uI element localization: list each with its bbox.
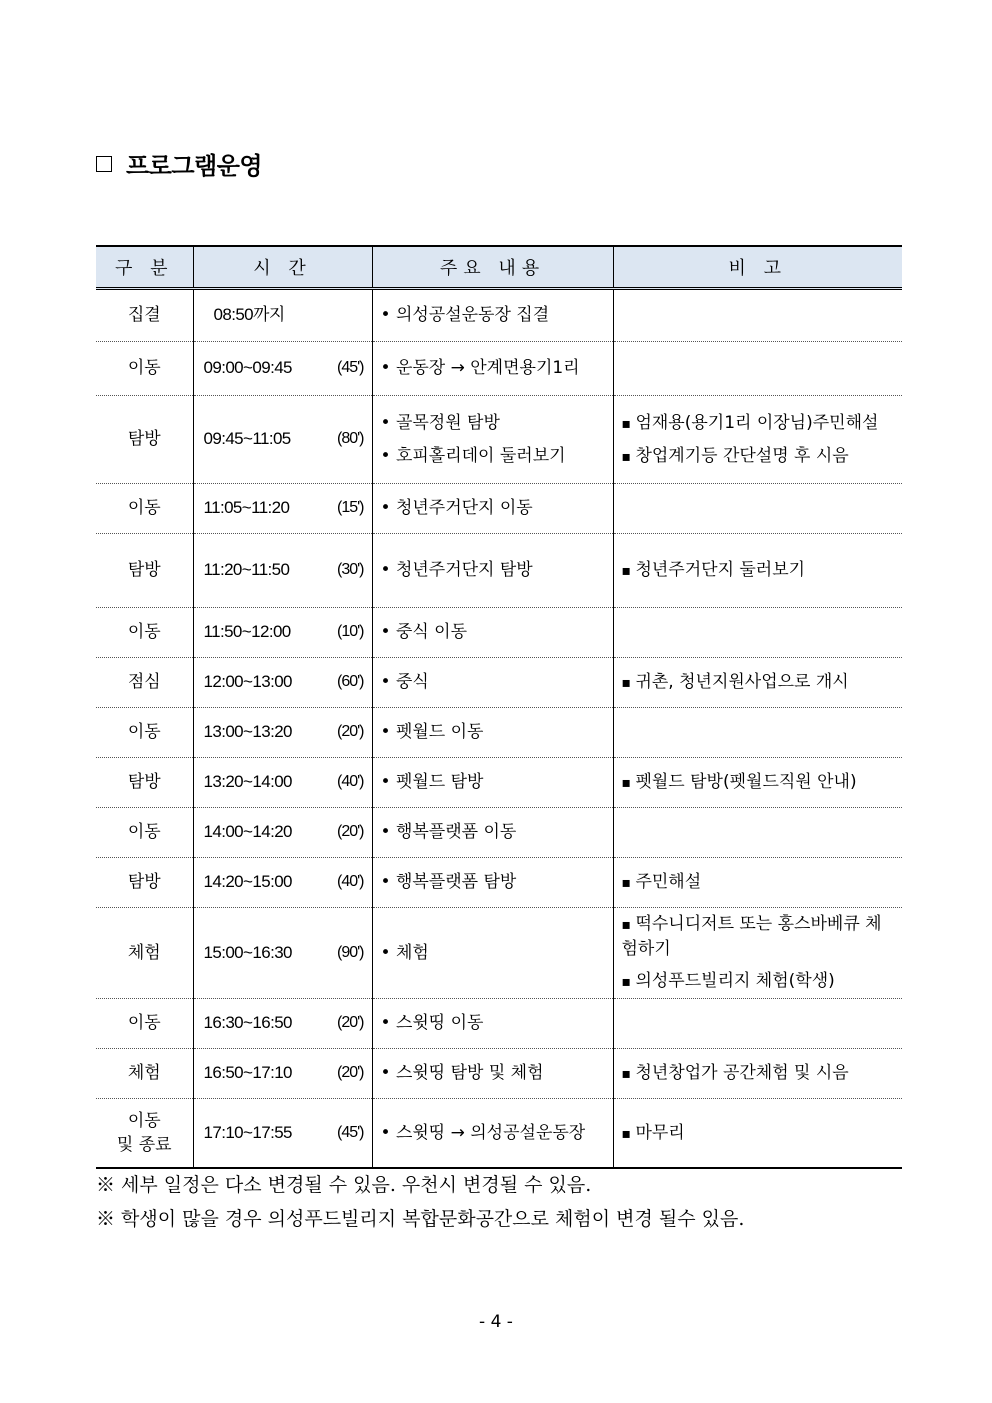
- content-item: • 스윗띵 → 의성공설운동장: [381, 1117, 605, 1150]
- row-content: [372, 484, 613, 534]
- row-time-cell: [193, 534, 372, 608]
- content-item: • 중식: [381, 666, 605, 699]
- time-range: 16:50~17:10: [203, 1063, 292, 1083]
- note-item: ▪ 청년창업가 공간체험 및 시음: [622, 1057, 895, 1090]
- row-time-cell: [193, 484, 372, 534]
- content-item: • 펫월드 탐방: [381, 766, 605, 799]
- content-item: • 의성공설운동장 집결: [381, 299, 605, 332]
- row-time-cell: [193, 998, 372, 1048]
- row-time-cell: [193, 289, 372, 342]
- row-notes: [613, 998, 902, 1048]
- row-time-cell: [193, 758, 372, 808]
- footnote-1: ※ 세부 일정은 다소 변경될 수 있음. 우천시 변경될 수 있음.: [96, 1174, 592, 1196]
- table-row: [96, 342, 902, 396]
- row-content: [372, 758, 613, 808]
- header-content: 주요 내용: [372, 246, 613, 289]
- row-content: [372, 658, 613, 708]
- row-content: [372, 808, 613, 858]
- content-item: • 골목정원 탐방: [381, 407, 605, 440]
- content-item: • 청년주거단지 탐방: [381, 554, 605, 587]
- note-item: ▪ 마무리: [622, 1117, 895, 1150]
- time-range: 13:20~14:00: [203, 772, 292, 792]
- row-time-cell: [193, 858, 372, 908]
- row-category: 이동: [96, 998, 193, 1048]
- time-range: 15:00~16:30: [203, 942, 292, 962]
- row-time: [202, 1061, 364, 1086]
- row-time-cell: [193, 908, 372, 999]
- row-notes: [613, 534, 902, 608]
- note-item: ▪ 청년주거단지 둘러보기: [622, 554, 895, 587]
- table-row: [96, 708, 902, 758]
- time-range: 08:50까지: [213, 305, 285, 325]
- content-item: • 청년주거단지 이동: [381, 492, 605, 525]
- table-row: [96, 658, 902, 708]
- table-row: [96, 1048, 902, 1098]
- row-time-cell: [193, 1098, 372, 1168]
- row-notes: [613, 858, 902, 908]
- row-content: [372, 998, 613, 1048]
- row-notes: [613, 1098, 902, 1168]
- table-header-row: [96, 246, 902, 289]
- table-row: [96, 484, 902, 534]
- table-row: [96, 908, 902, 999]
- header-time: 시 간: [193, 246, 372, 289]
- row-category: 이동: [96, 608, 193, 658]
- time-duration: (90'): [336, 943, 364, 961]
- content-item: • 운동장 → 안계면용기1리: [381, 352, 605, 385]
- time-range: 09:00~09:45: [203, 358, 292, 378]
- row-time-cell: [193, 708, 372, 758]
- table-row: [96, 858, 902, 908]
- row-notes: [613, 1048, 902, 1098]
- row-category: 탐방: [96, 758, 193, 808]
- row-time: [202, 770, 364, 795]
- header-category: 구 분: [96, 246, 193, 289]
- time-range: 11:50~12:00: [203, 622, 291, 642]
- row-content: [372, 608, 613, 658]
- row-category: 이동: [96, 808, 193, 858]
- row-time: [202, 558, 364, 583]
- time-duration: (40'): [336, 773, 364, 791]
- row-content: [372, 534, 613, 608]
- note-item: ▪ 주민해설: [622, 866, 895, 899]
- row-time-cell: [193, 808, 372, 858]
- footnote-2: ※ 학생이 많을 경우 의성푸드빌리지 복합문화공간으로 체험이 변경 될수 있음.: [96, 1208, 745, 1230]
- row-time: [202, 720, 364, 745]
- row-time: [202, 620, 364, 645]
- time-duration: (15'): [336, 499, 364, 517]
- time-duration: (45'): [336, 359, 364, 377]
- row-category: 이동: [96, 484, 193, 534]
- row-content: [372, 289, 613, 342]
- row-content: [372, 708, 613, 758]
- row-content: [372, 1098, 613, 1168]
- table-row: [96, 534, 902, 608]
- row-time-cell: [193, 658, 372, 708]
- row-notes: [613, 608, 902, 658]
- time-range: 17:10~17:55: [203, 1122, 292, 1142]
- time-duration: (20'): [336, 723, 364, 741]
- row-category: 체험: [96, 1048, 193, 1098]
- table-row: [96, 289, 902, 342]
- table-row: [96, 608, 902, 658]
- row-time: [202, 941, 364, 966]
- row-category: 이동 및 종료: [96, 1098, 193, 1168]
- content-item: • 행복플랫폼 이동: [381, 816, 605, 849]
- row-notes: [613, 396, 902, 484]
- program-schedule-table: [96, 245, 902, 1169]
- content-item: • 스윗띵 이동: [381, 1007, 605, 1040]
- time-range: 12:00~13:00: [203, 672, 292, 692]
- content-item: • 스윗띵 탐방 및 체험: [381, 1057, 605, 1090]
- row-content: [372, 858, 613, 908]
- content-item: • 호피홀리데이 둘러보기: [381, 440, 605, 473]
- row-time: [202, 670, 364, 695]
- row-notes: [613, 342, 902, 396]
- row-content: [372, 342, 613, 396]
- row-notes: [613, 658, 902, 708]
- row-time: [202, 303, 364, 328]
- note-item: ▪ 귀촌, 청년지원사업으로 개시: [622, 666, 895, 699]
- row-time: [202, 356, 364, 381]
- time-duration: (30'): [336, 561, 364, 579]
- row-category: 탐방: [96, 534, 193, 608]
- row-time-cell: [193, 608, 372, 658]
- note-item: ▪ 펫월드 탐방(펫월드직원 안내): [622, 766, 895, 799]
- section-title: [96, 146, 262, 181]
- time-duration: (60'): [336, 673, 364, 691]
- section-title-text: 프로그램운영: [126, 152, 263, 180]
- row-notes: [613, 808, 902, 858]
- note-item: ▪ 떡수니디저트 또는 홍스바베큐 체험하기: [622, 908, 895, 965]
- table-row: [96, 396, 902, 484]
- row-content: [372, 1048, 613, 1098]
- content-item: • 체험: [381, 937, 605, 970]
- table-row: [96, 1098, 902, 1168]
- time-duration: (20'): [336, 823, 364, 841]
- row-notes: [613, 484, 902, 534]
- content-item: • 펫월드 이동: [381, 716, 605, 749]
- time-duration: (40'): [336, 873, 364, 891]
- row-notes: [613, 289, 902, 342]
- row-time: [202, 1121, 364, 1146]
- table-row: [96, 758, 902, 808]
- row-notes: [613, 908, 902, 999]
- checkbox-square-icon: [96, 156, 112, 172]
- row-category: 탐방: [96, 858, 193, 908]
- time-range: 11:05~11:20: [203, 498, 290, 518]
- note-item: ▪ 엄재용(용기1리 이장님)주민해설: [622, 407, 895, 440]
- header-notes: 비 고: [613, 246, 902, 289]
- row-notes: [613, 708, 902, 758]
- row-time-cell: [193, 396, 372, 484]
- time-range: 13:00~13:20: [203, 722, 292, 742]
- time-range: 16:30~16:50: [203, 1013, 292, 1033]
- time-range: 14:00~14:20: [203, 822, 292, 842]
- time-duration: (20'): [336, 1014, 364, 1032]
- note-item: ▪ 창업계기등 간단설명 후 시음: [622, 440, 895, 473]
- row-category: 이동: [96, 708, 193, 758]
- footnotes: [96, 1168, 902, 1236]
- time-duration: (45'): [336, 1123, 364, 1141]
- row-category: 점심: [96, 658, 193, 708]
- time-range: 14:20~15:00: [203, 872, 292, 892]
- time-range: 11:20~11:50: [203, 560, 290, 580]
- row-category: 체험: [96, 908, 193, 999]
- row-time: [202, 1011, 364, 1036]
- row-time: [202, 496, 364, 521]
- table-row: [96, 998, 902, 1048]
- row-category: 집결: [96, 289, 193, 342]
- row-category: 이동: [96, 342, 193, 396]
- time-duration: (20'): [336, 1064, 364, 1082]
- row-content: [372, 908, 613, 999]
- content-item: • 행복플랫폼 탐방: [381, 866, 605, 899]
- time-duration: (10'): [336, 623, 364, 641]
- time-range: 09:45~11:05: [203, 429, 291, 449]
- table-body: [96, 289, 902, 1169]
- row-time-cell: [193, 342, 372, 396]
- row-content: [372, 396, 613, 484]
- row-time: [202, 820, 364, 845]
- table-row: [96, 808, 902, 858]
- row-notes: [613, 758, 902, 808]
- time-duration: (80'): [336, 430, 364, 448]
- row-category: 탐방: [96, 396, 193, 484]
- note-item: ▪ 의성푸드빌리지 체험(학생): [622, 965, 895, 998]
- page-number: - 4 -: [479, 1312, 513, 1332]
- content-item: • 중식 이동: [381, 616, 605, 649]
- row-time: [202, 427, 364, 452]
- row-time-cell: [193, 1048, 372, 1098]
- row-time: [202, 870, 364, 895]
